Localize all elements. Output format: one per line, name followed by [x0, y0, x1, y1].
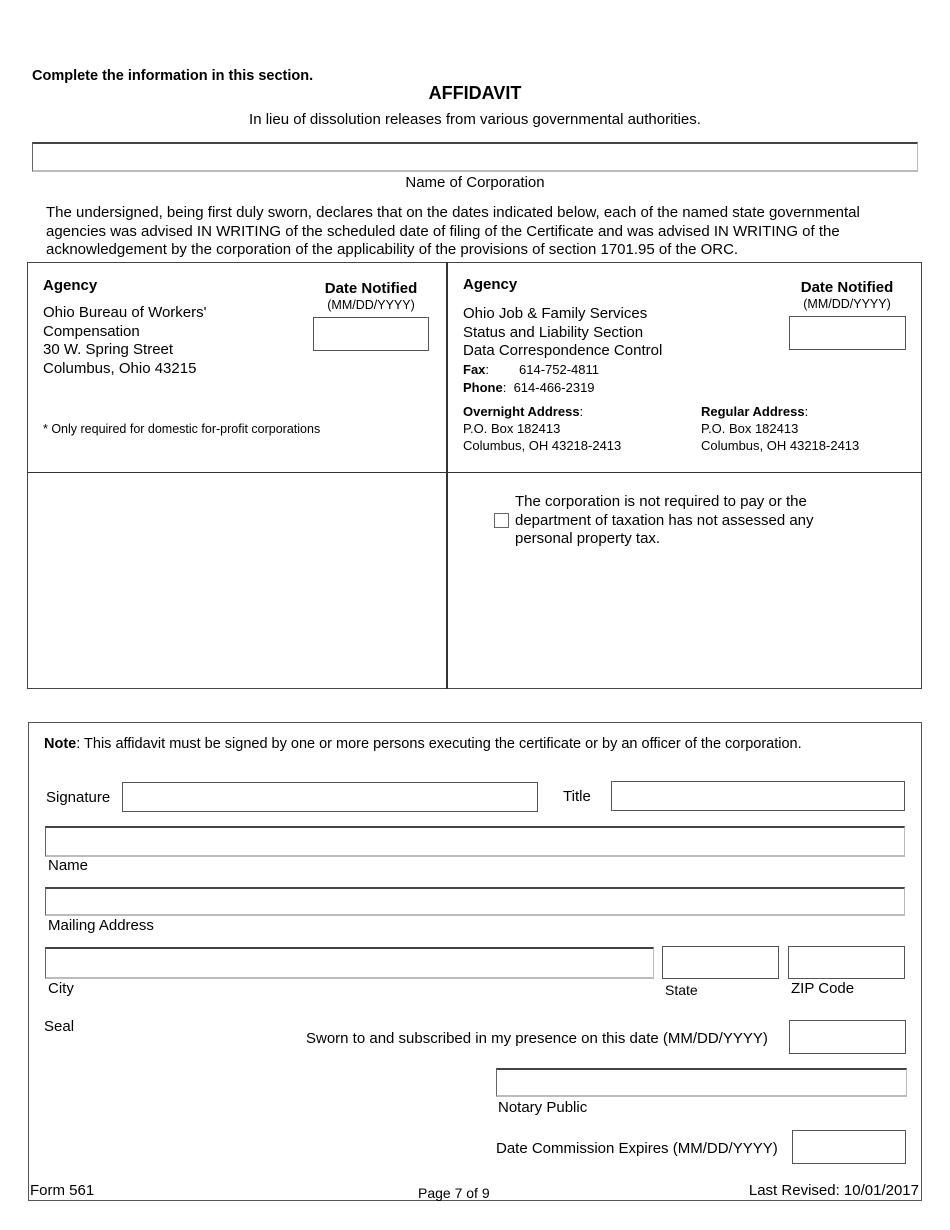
- commission-expires-input[interactable]: [792, 1130, 906, 1164]
- address-line: Columbus, Ohio 43215: [43, 360, 197, 378]
- date-notified-heading: Date Notified: [800, 279, 894, 296]
- note-label: Note: [44, 736, 77, 752]
- bwc-agency-address: [43, 304, 207, 379]
- phone-label: Phone: [463, 380, 503, 395]
- address-line: Status and Liability Section: [463, 323, 644, 341]
- corporation-name-label: Name of Corporation: [405, 174, 545, 191]
- note-text: : This affidavit must be signed by one or more persons executing the certificate or by an officer of the corporation.: [76, 736, 802, 752]
- signature-label: Signature: [46, 789, 111, 806]
- notary-public-input[interactable]: [496, 1068, 907, 1097]
- seal-label: Seal: [44, 1018, 75, 1035]
- sworn-date-input[interactable]: [789, 1020, 906, 1054]
- corporation-name-input[interactable]: [32, 142, 918, 172]
- zip-code-label: ZIP Code: [791, 980, 855, 997]
- mailing-address-label: Mailing Address: [48, 917, 154, 934]
- signature-note: [44, 736, 802, 752]
- table-vertical-divider: [446, 262, 448, 689]
- date-format-hint: (MM/DD/YYYY): [803, 297, 891, 311]
- page-title: AFFIDAVIT: [428, 83, 522, 103]
- address-line: Data Correspondence Control: [463, 342, 663, 360]
- checkbox-label-line: personal property tax.: [515, 530, 661, 548]
- date-format-hint: (MM/DD/YYYY): [327, 298, 415, 312]
- city-label: City: [48, 980, 74, 997]
- jfs-agency-address: [463, 305, 662, 361]
- zip-code-input[interactable]: [788, 946, 905, 979]
- regular-address-label: Regular Address: [701, 404, 805, 419]
- table-horizontal-divider: [27, 472, 922, 473]
- personal-property-tax-checkbox[interactable]: [494, 513, 509, 528]
- address-line: Compensation: [43, 322, 140, 340]
- jfs-fax: Fax: 614-752-4811: [463, 362, 599, 377]
- last-revised: Last Revised: 10/01/2017: [748, 1182, 919, 1199]
- page-number: Page 7 of 9: [418, 1185, 490, 1201]
- mailing-address-input[interactable]: [45, 887, 905, 916]
- jfs-overnight-address: Overnight Address: P.O. Box 182413 Columbus, OH 43218-2413: [463, 404, 622, 453]
- bwc-date-notified-input[interactable]: [313, 317, 429, 351]
- title-label: Title: [563, 788, 591, 805]
- jfs-date-notified-input[interactable]: [789, 316, 906, 350]
- checkbox-label-line: department of taxation has not assessed any: [515, 511, 814, 529]
- jfs-regular-address: Regular Address: P.O. Box 182413 Columbus, OH 43218-2413: [701, 404, 860, 453]
- address-line: Columbus, OH 43218-2413: [463, 438, 622, 453]
- address-line: Ohio Job & Family Services: [463, 305, 648, 322]
- jfs-phone: Phone: 614-466-2319: [463, 380, 595, 395]
- bwc-footnote: * Only required for domestic for-profit corporations: [43, 422, 321, 436]
- commission-expires-label: Date Commission Expires (MM/DD/YYYY): [496, 1140, 778, 1157]
- sworn-date-label: Sworn to and subscribed in my presence on this date (MM/DD/YYYY): [306, 1030, 768, 1047]
- agency-heading: Agency: [463, 276, 518, 293]
- title-input[interactable]: [611, 781, 905, 811]
- notary-public-label: Notary Public: [498, 1099, 588, 1116]
- address-line: 30 W. Spring Street: [43, 341, 174, 359]
- state-label: State: [665, 982, 698, 998]
- address-line: Ohio Bureau of Workers': [43, 304, 207, 321]
- signature-input[interactable]: [122, 782, 538, 812]
- date-notified-heading: Date Notified: [324, 280, 418, 297]
- page-subtitle: In lieu of dissolution releases from various governmental authorities.: [249, 111, 701, 128]
- overnight-address-label: Overnight Address: [463, 404, 580, 419]
- personal-property-tax-label: [515, 493, 814, 549]
- declaration-text: The undersigned, being first duly sworn, declares that on the dates indicated below, each of the named state governmental agencies was advised IN WRITING of the scheduled date of filing of the Certificate and was advised IN WRITING of the acknowledgement by the corporation of the applicability of the provisions of section 1701.95 of the ORC.: [46, 204, 860, 258]
- checkbox-label-line: The corporation is not required to pay or the: [515, 493, 807, 510]
- form-number: Form 561: [30, 1182, 95, 1199]
- section-instruction: Complete the information in this section.: [32, 68, 314, 84]
- fax-number: 614-752-4811: [519, 362, 599, 377]
- name-label: Name: [48, 857, 89, 874]
- agency-heading: Agency: [43, 277, 98, 294]
- fax-label: Fax: [463, 362, 486, 377]
- state-input[interactable]: [662, 946, 779, 979]
- name-input[interactable]: [45, 826, 905, 857]
- phone-number: 614-466-2319: [513, 380, 595, 395]
- city-input[interactable]: [45, 947, 654, 979]
- address-line: Columbus, OH 43218-2413: [701, 438, 860, 453]
- address-line: P.O. Box 182413: [701, 421, 799, 436]
- address-line: P.O. Box 182413: [463, 421, 561, 436]
